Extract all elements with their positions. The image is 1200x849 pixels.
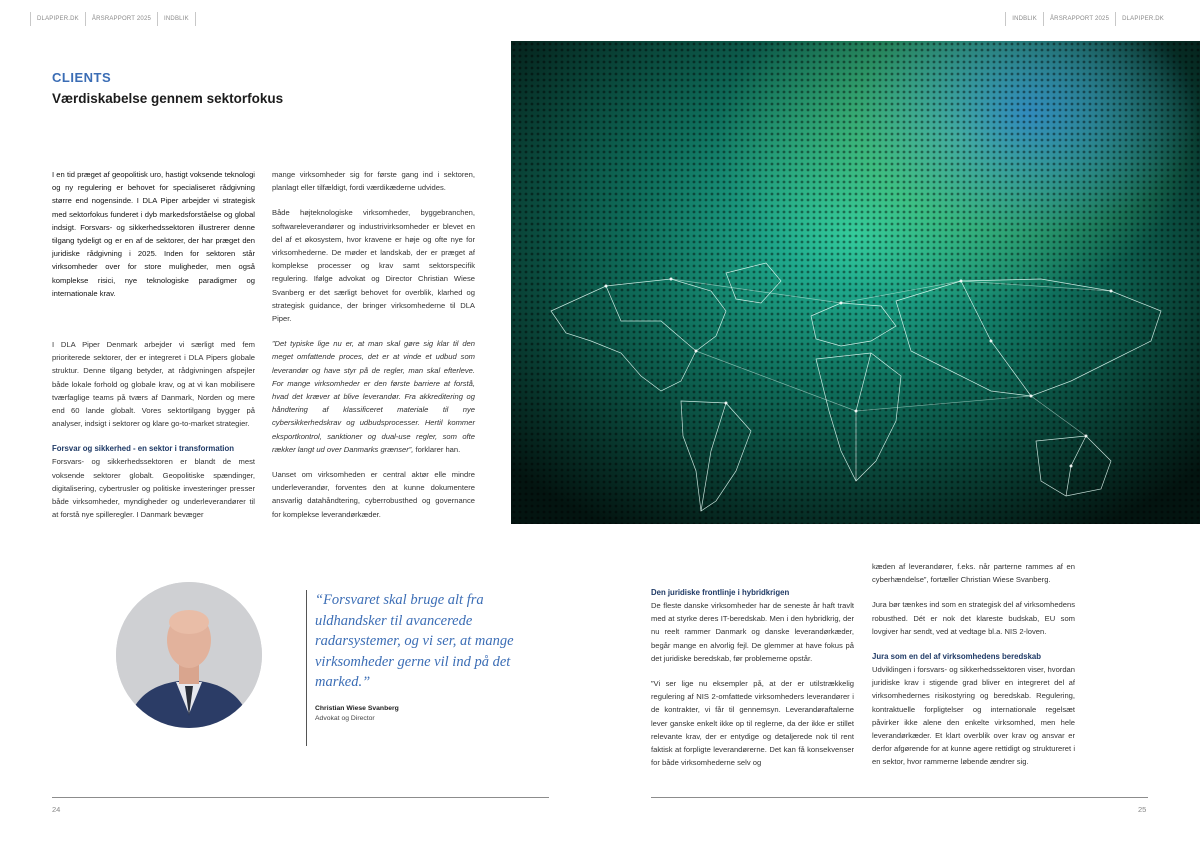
body-paragraph: mange virksomheder sig for første gang ind i sektoren, planlagt eller tilfældigt, fordi værdikæderne udvides.	[272, 170, 475, 193]
body-column-2	[272, 168, 475, 533]
body-column-4	[872, 560, 1075, 781]
body-paragraph: kæden af leverandører, f.eks. når parterne rammes af en cyberhændelse”, fortæller Christian Wiese Svanberg.	[872, 562, 1075, 585]
quote-author-name: Christian Wiese Svanberg	[315, 704, 399, 712]
section-heading: Jura som en del af virksomhedens beredskab	[872, 652, 1041, 662]
page-number-left: 24	[52, 805, 61, 814]
body-column-3	[651, 586, 854, 781]
quote-author-role: Advokat og Director	[315, 714, 375, 722]
nav-link-site[interactable]: DLAPIPER.DK	[30, 12, 86, 26]
portrait-photo	[116, 582, 262, 728]
nav-link-section[interactable]: INDBLIK	[1005, 12, 1044, 26]
top-nav-left	[30, 12, 196, 26]
quote-paragraph	[272, 337, 475, 456]
top-nav-right	[1005, 12, 1170, 26]
body-paragraph: Uanset om virksomheden er central aktør elle mindre underleverandør, forventes den at kunne dokumentere ansvarlig datahåndtering, cyberrobusthed og governance for komplekse leverandørkæder.	[272, 470, 475, 519]
lead-paragraph: I en tid præget af geopolitisk uro, hastigt voksende teknologi og ny regulering er behovet for specialiseret rådgivning større end nogensinde. I DLA Piper arbejder vi strategisk med sektorfokus funderet i dyb markedsforståelse og global indsigt. Forsvars- og sikkerhedssektoren illustrerer denne tilgang tydeligt og er en af de sektorer, der har præget den juridiske rådgivning i 2025. Inden for sektoren står virksomheder over for store muligheder, men også komplekse risici, nye teknologiske paradigmer og internationale krav.	[52, 170, 255, 298]
body-paragraph: Forsvars- og sikkerhedssektoren er blandt de mest voksende sektorer globalt. Geopolitiske spændinger, digitalisering, cybertrusler og politiske investeringer presser både virksomheder, myndigheder og underleverandører til at forstå nye spilleregler. I Danmark bevæger	[52, 457, 255, 520]
nav-link-report[interactable]: ÅRSRAPPORT 2025	[1044, 12, 1116, 26]
body-paragraph: Både højteknologiske virksomheder, byggebranchen, softwareleverandører og industrivirksomheder er blevet en del af et økosystem, hvor kravene er høje og ofte nye for virksomhederne. De møder et landskab, der er præget af komplekse processer og krav samt sektorspecifik regulering. Ifølge advokat og Director Christian Wiese Svanberg er det særligt behovet for overblik, klarhed og strategisk guidance, der bringer virksomhederne til DLA Piper.	[272, 208, 475, 324]
section-heading: Den juridiske frontlinje i hybridkrigen	[651, 588, 790, 597]
page-number-right: 25	[1138, 805, 1147, 814]
nav-link-report[interactable]: ÅRSRAPPORT 2025	[86, 12, 158, 26]
nav-link-site[interactable]: DLAPIPER.DK	[1122, 16, 1164, 22]
nav-link-section[interactable]: INDBLIK	[158, 12, 196, 26]
hero-world-map-image	[511, 41, 1200, 524]
page-title: Værdiskabelse gennem sektorfokus	[52, 91, 284, 106]
section-heading: Forsvar og sikkerhed - en sektor i transformation	[52, 444, 234, 454]
body-paragraph: Udviklingen i forsvars- og sikkerhedssektoren viser, hvordan juridiske krav i stigende grad bliver en integreret del af virksomhedernes risikostyring og beredskab. Regulering, kontraktuelle forpligtelser og internationale regelsæt påvirker ikke alene den enkelte virksomhed, men hele leverandørkæder. Et klart overblik over krav og ansvar er derfor afgørende for at kunne agere rettidigt og struktureret i en sektor, hvor rammerne løbende ændrer sig.	[872, 665, 1075, 767]
inline-quote: ”Det typiske lige nu er, at man skal gøre sig klar til den meget omfattende proces, det er at vinde et udbud som leverandør og have styr på de regler, man skal efterleve. For mange virksomheder er den første barriere at forstå, hvad det kræver at blive leverandør. Fra akkreditering og håndtering af klassificeret materiale til nye cybersikkerhedskrav og udbudsprocesser. Hertil kommer eksportkontrol, sanktioner og dual-use regler, som ofte rækker langt ud over Danmarks grænser”,	[272, 339, 475, 454]
body-column-1	[52, 168, 255, 533]
pull-quote	[306, 590, 516, 746]
section-label: CLIENTS	[52, 70, 112, 85]
body-paragraph: I DLA Piper Denmark arbejder vi særligt med fem prioriterede sektorer, der er integreret i DLA Pipers globale struktur. Denne tilgang betyder, at rådgivningen afspejler både lokale forhold og globale krav, og at vi kan mobilisere tværfaglige teams på tværs af Danmark, Norden og mere end 60 lande globalt. Vores sektortilgang bygger på analyser, indsigt i sektorer og klare go-to-market strategier.	[52, 340, 255, 429]
body-paragraph: De fleste danske virksomheder har de seneste år haft travlt med at styrke deres IT-beredskab. Men i den hybridkrig, der nu reelt rammer Danmark og danske leverandørkæder, begår mange en alvorlig fejl. De glemmer at have fokus på det juridiske beredskab, før problemerne opstår.	[651, 601, 854, 663]
pull-quote-text: “Forsvaret skal bruge alt fra uldhandsker til avancerede radarsystemer, og vi ser, at mange virksomheder gerne vil ind på det marked.”	[315, 592, 514, 690]
quote-attribution: forklarer han.	[413, 444, 461, 454]
footer-rule-right	[651, 797, 1148, 798]
body-paragraph: Jura bør tænkes ind som en strategisk del af virksomhedens robusthed. Dét er nok det klareste budskab, EU som lovgiver har sendt, ved at vedtage bl.a. NIS 2-loven.	[872, 600, 1076, 636]
footer-rule-left	[52, 797, 549, 798]
body-paragraph: ”Vi ser lige nu eksempler på, at der er utilstrækkelig regulering af NIS 2-omfattede virksomheders leverandører i de kontrakter, vi får til gennemsyn. Leverandøraftalerne lever ganske enkelt ikke op til reglerne, da der ikke er stillet relevante krav, der er entydige og detaljerede nok til rent faktisk at forpligte leverandørerne. Det kan få konsekvenser for både virksomhederne selv og	[651, 679, 854, 768]
